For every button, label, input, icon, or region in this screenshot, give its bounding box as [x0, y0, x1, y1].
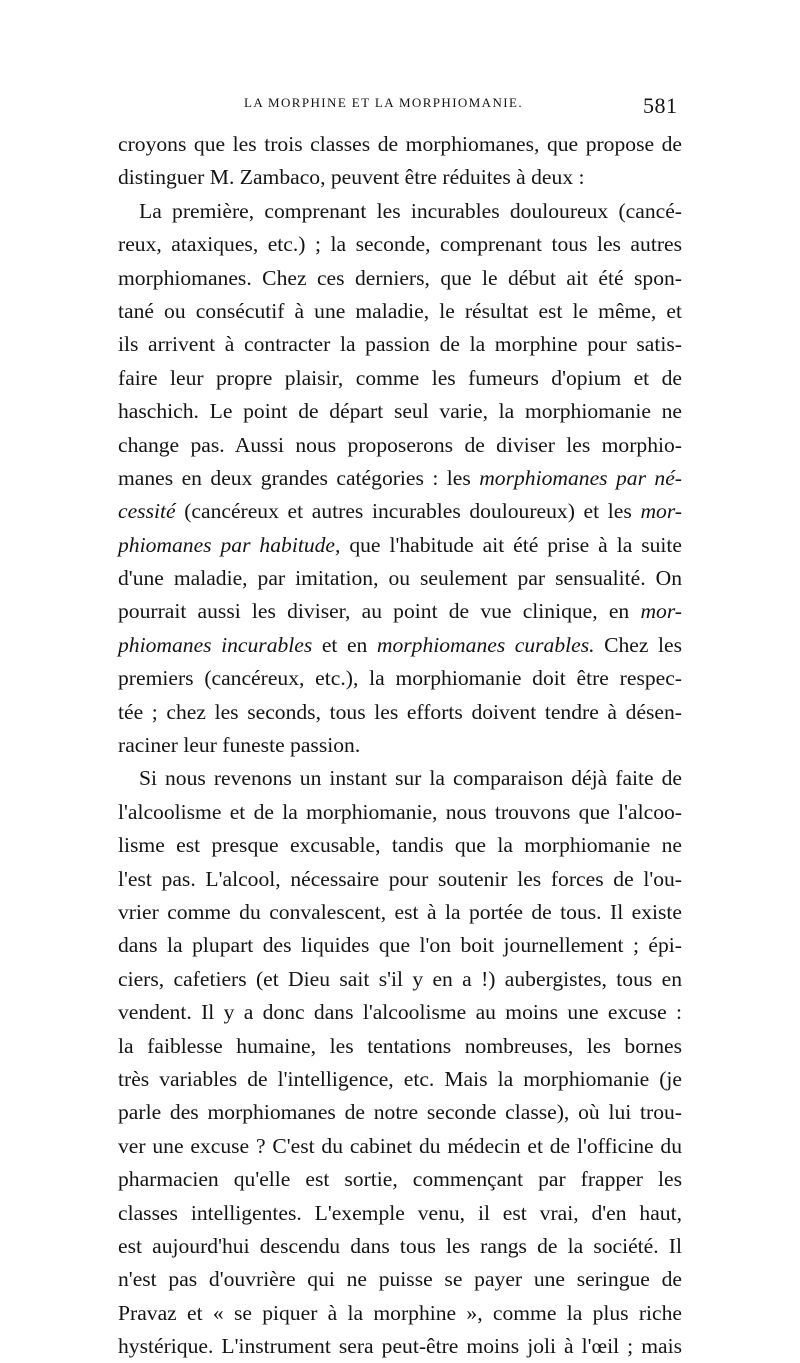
- text-line: pourrait aussi les diviser, au point de vue clinique, en mor-: [118, 599, 682, 624]
- text-line: hystérique. L'instrument sera peut-être moins joli à l'œil ; mais: [118, 1334, 682, 1359]
- text-line: reux, ataxiques, etc.) ; la seconde, comprenant tous les autres: [118, 232, 682, 257]
- text-line: manes en deux grandes catégories : les morphiomanes par né-: [118, 465, 682, 490]
- text-line: distinguer M. Zambaco, peuvent être réduites à deux :: [118, 165, 585, 190]
- page-number: 581: [643, 93, 678, 118]
- text-line: ver une excuse ? C'est du cabinet du médecin et de l'officine du: [118, 1133, 682, 1158]
- text-line: ils arrivent à contracter la passion de la morphine pour satis-: [118, 332, 682, 357]
- text-line: raciner leur funeste passion.: [118, 733, 361, 758]
- text-line: premiers (cancéreux, etc.), la morphiomanie doit être respec-: [118, 666, 682, 691]
- text-line: n'est pas d'ouvrière qui ne puisse se payer une seringue de: [118, 1267, 682, 1292]
- text-line: dans la plupart des liquides que l'on boit journellement ; épi-: [118, 933, 682, 958]
- text-line: haschich. Le point de départ seul varie, la morphiomanie ne: [118, 399, 682, 424]
- text-line: vendent. Il y a donc dans l'alcoolisme au moins une excuse :: [118, 1000, 682, 1025]
- text-line: vrier comme du convalescent, est à la portée de tous. Il existe: [118, 899, 682, 924]
- text-line: ciers, cafetiers (et Dieu sait s'il y en a !) aubergistes, tous en: [118, 966, 682, 991]
- text-line: très variables de l'intelligence, etc. Mais la morphiomanie (je: [118, 1066, 682, 1091]
- text-line: tané ou consécutif à une maladie, le résultat est le même, et: [118, 298, 682, 323]
- body-text: [118, 128, 682, 1363]
- text-line: croyons que les trois classes de morphiomanes, que propose de: [118, 132, 682, 156]
- text-line: phiomanes par habitude, que l'habitude ait été prise à la suite: [118, 532, 682, 557]
- text-line: l'alcoolisme et de la morphiomanie, nous trouvons que l'alcoo-: [118, 799, 682, 824]
- text-line: la faiblesse humaine, les tentations nombreuses, les bornes: [118, 1033, 682, 1058]
- text-line: morphiomanes. Chez ces derniers, que le début ait été spon-: [118, 265, 682, 290]
- text-line: La première, comprenant les incurables douloureux (cancé-: [139, 198, 682, 223]
- text-line: l'est pas. L'alcool, nécessaire pour soutenir les forces de l'ou-: [118, 866, 682, 891]
- text-line: classes intelligentes. L'exemple venu, il est vrai, d'en haut,: [118, 1200, 682, 1225]
- text-line: parle des morphiomanes de notre seconde classe), où lui trou-: [118, 1100, 682, 1125]
- text-line: Si nous revenons un instant sur la comparaison déjà faite de: [139, 766, 682, 791]
- text-line: phiomanes incurables et en morphiomanes curables. Chez les: [118, 632, 682, 657]
- text-line: change pas. Aussi nous proposerons de diviser les morphio-: [118, 432, 682, 457]
- text-line: pharmacien qu'elle est sortie, commençant par frapper les: [118, 1167, 682, 1192]
- text-line: d'une maladie, par imitation, ou seulement par sensualité. On: [118, 566, 682, 591]
- text-line: faire leur propre plaisir, comme les fumeurs d'opium et de: [118, 365, 682, 390]
- text-line: Pravaz et « se piquer à la morphine », comme la plus riche: [118, 1300, 682, 1325]
- running-title: LA MORPHINE ET LA MORPHIOMANIE.: [244, 95, 523, 110]
- text-line: cessité (cancéreux et autres incurables douloureux) et les mor-: [118, 499, 682, 524]
- text-line: est aujourd'hui descendu dans tous les rangs de la société. Il: [118, 1233, 682, 1258]
- text-line: lisme est presque excusable, tandis que la morphiomanie ne: [118, 833, 682, 858]
- text-line: tée ; chez les seconds, tous les efforts doivent tendre à désen-: [118, 699, 682, 724]
